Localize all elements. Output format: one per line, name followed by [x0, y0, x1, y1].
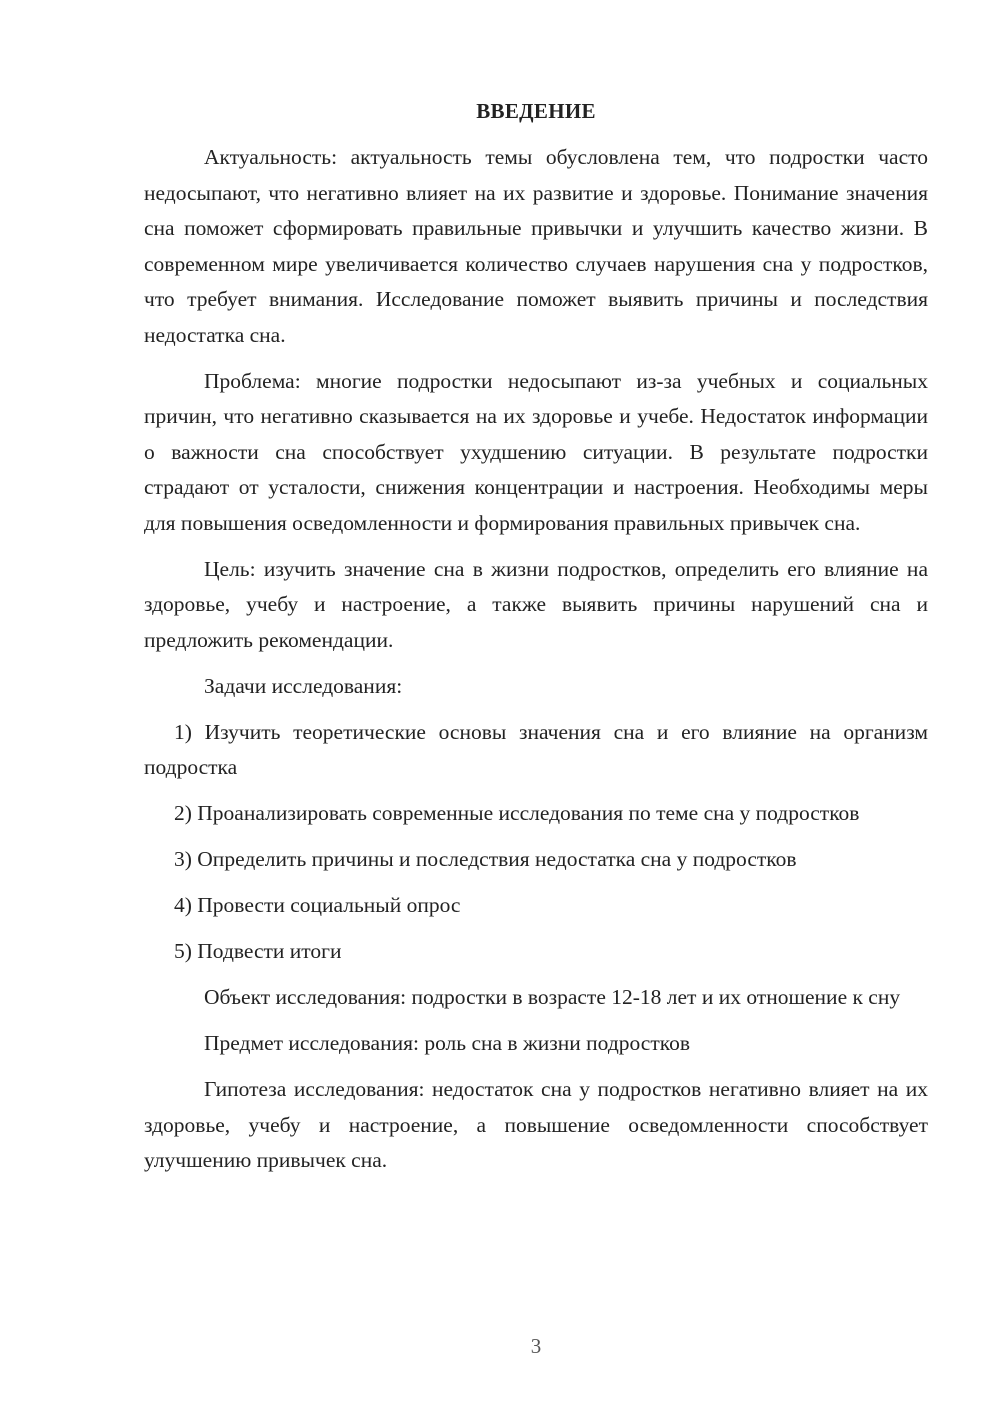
section-heading: ВВЕДЕНИЕ	[476, 99, 596, 123]
task-item: 3) Определить причины и последствия недостатка сна у подростков	[174, 847, 797, 871]
tasks-heading: Задачи исследования:	[204, 673, 403, 698]
task-item: 4) Провести социальный опрос	[174, 893, 461, 917]
problem-paragraph: Проблема: многие подростки недосыпают из-за учебных и социальных причин, что негативно сказывается на их здоровье и учебе. Недостаток информации о важности сна способствует ухудшению ситуации. В результате подростки страдают от усталости, снижения концентрации и настроения. Необходимы меры для повышения осведомленности и формирования правильных привычек сна.	[144, 368, 928, 535]
relevance-paragraph: Актуальность: актуальность темы обусловлена тем, что подростки часто недосыпают, что негативно влияет на их развитие и здоровье. Понимание значения сна поможет сформировать правильные привычки и улучшить качество жизни. В современном мире увеличивается количество случаев нарушения сна у подростков, что требует внимания. Исследование поможет выявить причины и последствия недостатка сна.	[144, 145, 928, 347]
task-item: 5) Подвести итоги	[174, 939, 342, 963]
document-body	[144, 140, 928, 1189]
object-paragraph: Объект исследования: подростки в возрасте 12-18 лет и их отношение к сну	[204, 985, 901, 1009]
hypothesis-paragraph: Гипотеза исследования: недостаток сна у подростков негативно влияет на их здоровье, учебу и настроение, а повышение осведомленности способствует улучшению привычек сна.	[144, 1077, 928, 1172]
page-number: 3	[530, 1334, 542, 1358]
task-item: 2) Проанализировать современные исследования по теме сна у подростков	[174, 801, 860, 825]
task-item: 1) Изучить теоретические основы значения сна и его влияние на организм подростка	[144, 719, 928, 779]
subject-paragraph: Предмет исследования: роль сна в жизни подростков	[204, 1031, 690, 1055]
goal-paragraph: Цель: изучить значение сна в жизни подростков, определить его влияние на здоровье, учебу и настроение, а также выявить причины нарушений сна и предложить рекомендации.	[144, 556, 928, 652]
